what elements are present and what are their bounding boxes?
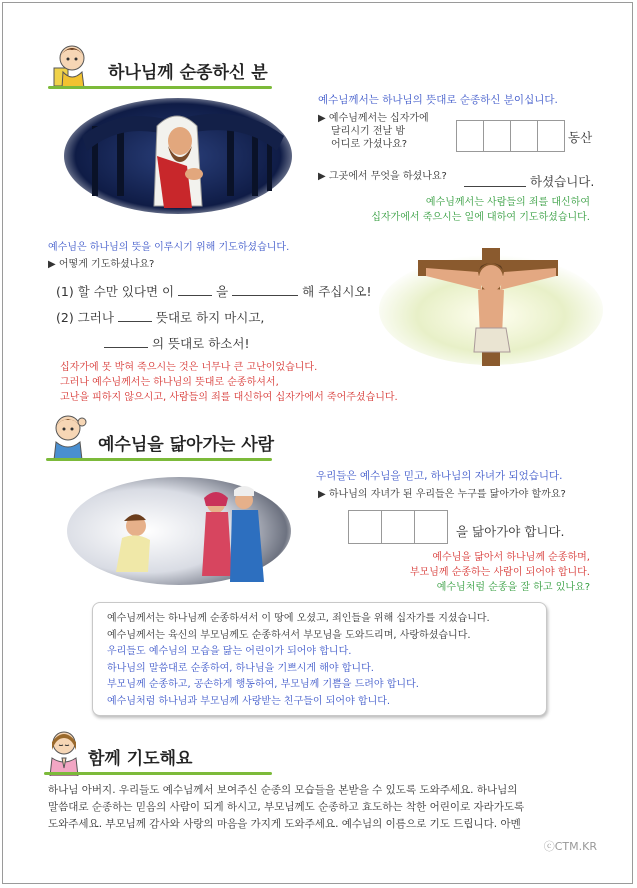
summary-line-2: 예수님께서는 육신의 부모님께도 순종하셔서 부모님을 도와드리며, 사랑하셨습니다. — [107, 629, 471, 641]
section1-intro: 예수님께서는 하나님의 뜻대로 순종하신 분이십니다. — [318, 94, 558, 106]
kid-praying-icon — [44, 728, 84, 776]
prayer-line-1 — [56, 282, 372, 300]
s2-answer-box-2[interactable] — [381, 510, 415, 544]
summary-line-5: 부모님께 순종하고, 공손하게 행동하여, 부모님께 기쁨을 드려야 합니다. — [107, 679, 419, 690]
summary-line-1: 예수님께서는 하나님께 순종하셔서 이 땅에 오셨고, 죄인들을 위해 십자가를 지셨습니다. — [107, 613, 490, 624]
section3-divider — [44, 772, 272, 775]
s2-q1-text: 하나님의 자녀가 된 우리들은 누구를 닮아가야 할까요? — [328, 489, 566, 500]
p1-blank-1[interactable] — [178, 283, 212, 296]
section2-divider — [46, 458, 272, 461]
q2-answer-blank[interactable] — [464, 186, 526, 187]
crucifixion-image — [378, 248, 604, 366]
q2-text: 그곳에서 무엇을 하셨나요? — [328, 171, 447, 182]
gethsemane-image — [62, 96, 294, 216]
p3-text: 의 뜻대로 하소서! — [151, 336, 250, 351]
q2-suffix: 하셨습니다. — [530, 174, 595, 189]
bullet-triangle-icon: ▶ — [318, 171, 326, 182]
section1-red-note — [60, 360, 398, 405]
section2-note — [300, 550, 590, 595]
p2-blank[interactable] — [118, 309, 152, 322]
prayer-text — [48, 782, 588, 833]
red-line-2: 그러나 예수님께서는 하나님의 뜻대로 순종하셔서, — [60, 377, 279, 388]
green-line-1: 예수님께서는 사람들의 죄를 대신하여 — [425, 197, 590, 208]
p1-c: 해 주십시오! — [302, 284, 372, 299]
prayer-line-2 — [56, 308, 264, 326]
s2-answer-box-3[interactable] — [414, 510, 448, 544]
prayer-line-2: 말씀대로 순종하는 믿음의 사람이 되게 하시고, 부모님께도 순종하고 효도하는 착한 어린이로 자라가도록 — [48, 801, 525, 813]
prayer-line-1: 하나님 아버지. 우리들도 예수님께서 보여주신 순종의 모습들을 본받을 수 있도록 도와주세요. 하나님의 — [48, 784, 518, 796]
jesus-and-children-image — [66, 476, 292, 586]
p2-b: 뜻대로 하지 마시고, — [155, 310, 265, 325]
q3-text: 어떻게 기도하셨나요? — [58, 259, 155, 270]
bullet-triangle-icon: ▶ — [48, 259, 56, 270]
section2-intro: 우리들은 예수님을 믿고, 하나님의 자녀가 되었습니다. — [316, 470, 563, 482]
copyright: ⓒCTM.KR — [543, 840, 597, 853]
s2-q1-suffix: 을 닮아가야 합니다. — [456, 524, 565, 539]
summary-line-6: 예수님처럼 하나님과 부모님께 사랑받는 친구들이 되어야 합니다. — [107, 695, 391, 707]
q1-line1: 예수님께서는 십자가에 — [328, 113, 429, 124]
section1-title: 하나님께 순종하신 분 — [108, 63, 268, 83]
answer-box-4[interactable] — [537, 120, 565, 152]
s2-answer-box-1[interactable] — [348, 510, 382, 544]
bullet-triangle-icon: ▶ — [318, 489, 326, 500]
p1-b: 을 — [216, 284, 229, 299]
q1-suffix: 동산 — [568, 130, 593, 145]
red-line-3: 고난을 피하지 않으시고, 사람들의 죄를 대신하여 십자가에서 죽어주셨습니다. — [60, 392, 398, 403]
green-line-2: 십자가에서 죽으시는 일에 대하여 기도하셨습니다. — [371, 212, 590, 223]
p3-blank[interactable] — [104, 335, 148, 348]
section2-title: 예수님을 닮아가는 사람 — [98, 435, 275, 455]
q1-line2: 달리시기 전날 밤 — [331, 126, 405, 137]
s2-q1-question — [318, 488, 566, 501]
s2-green-line: 예수님처럼 순종을 잘 하고 있나요? — [436, 582, 590, 593]
prayer-line-3 — [104, 334, 249, 352]
section1-green-note — [300, 195, 590, 225]
answer-box-3[interactable] — [510, 120, 538, 152]
q1-line3: 어디로 가셨나요? — [331, 139, 408, 150]
s2-red-line-2: 부모님께 순종하는 사람이 되어야 합니다. — [409, 567, 590, 578]
q1-question — [318, 112, 429, 151]
s2-red-line-1: 예수님을 닮아서 하나님께 순종하며, — [432, 552, 590, 563]
p2-a: (2) 그러나 — [56, 310, 114, 325]
prayer-line-3: 도와주세요. 부모님께 감사와 사랑의 마음을 가지게 도와주세요. 예수님의 이름으로 기도 드립니다. 아멘 — [48, 818, 521, 830]
kid-with-book-icon — [48, 42, 92, 88]
kid-thinking-icon — [46, 412, 90, 460]
bullet-triangle-icon: ▶ — [318, 113, 326, 124]
section1-blue-intro: 예수님은 하나님의 뜻을 이루시기 위해 기도하셨습니다. — [48, 242, 290, 253]
answer-box-1[interactable] — [456, 120, 484, 152]
p1-blank-2[interactable] — [232, 283, 298, 296]
red-line-1: 십자가에 못 박혀 죽으시는 것은 너무나 큰 고난이었습니다. — [60, 362, 318, 373]
q2-question — [318, 170, 447, 183]
section3-title: 함께 기도해요 — [88, 749, 193, 769]
p1-a: (1) 할 수만 있다면 이 — [56, 284, 175, 299]
answer-box-2[interactable] — [483, 120, 511, 152]
summary-box — [92, 602, 547, 716]
summary-line-3: 우리들도 예수님의 모습을 닮는 어린이가 되어야 합니다. — [107, 646, 352, 657]
section1-divider — [48, 86, 272, 89]
summary-line-4: 하나님의 말씀대로 순종하여, 하나님을 기쁘시게 해야 합니다. — [107, 662, 374, 674]
q3-question — [48, 258, 154, 271]
